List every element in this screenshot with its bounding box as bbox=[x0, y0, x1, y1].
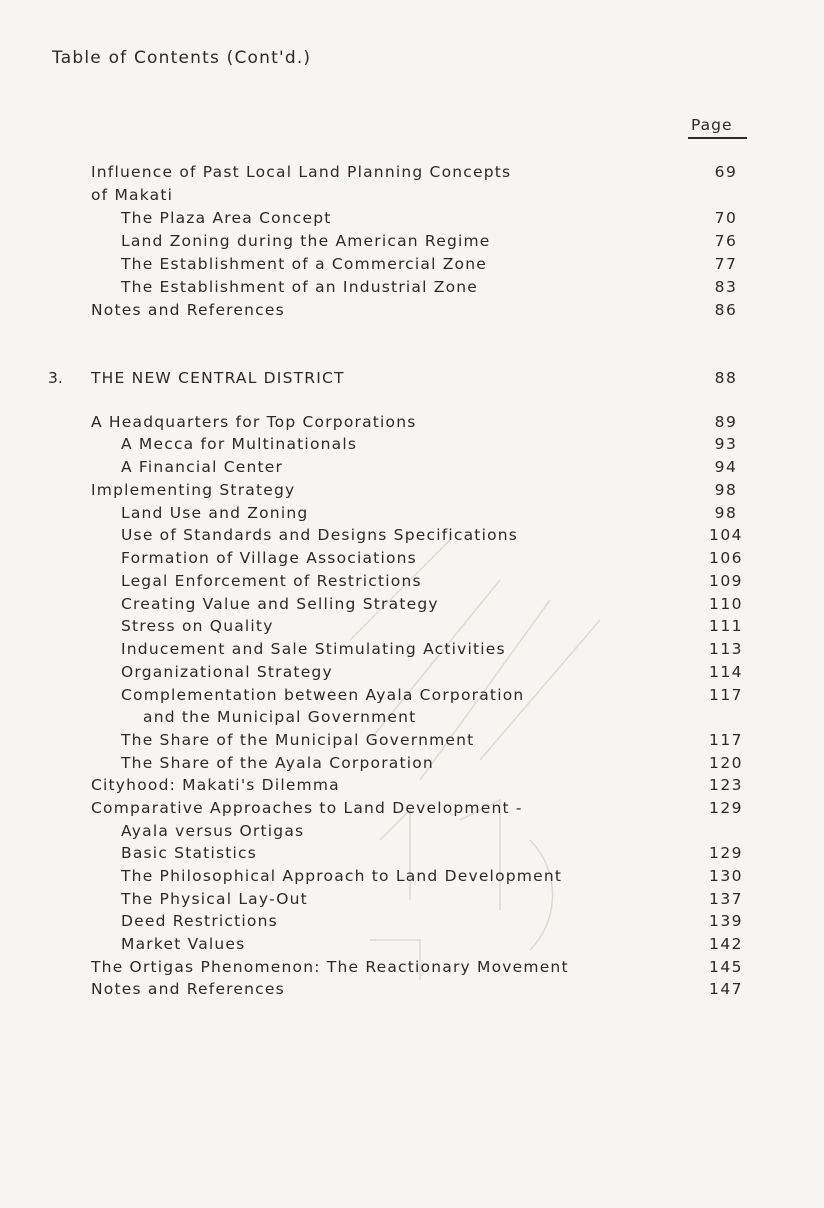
toc-entry: Land Use and Zoning bbox=[121, 504, 309, 522]
toc-page-number: 139 bbox=[708, 912, 744, 930]
toc-entry: Organizational Strategy bbox=[121, 663, 333, 681]
toc-entry: Ayala versus Ortigas bbox=[121, 822, 305, 840]
toc-page-number: 111 bbox=[708, 617, 744, 635]
toc-entry: A Financial Center bbox=[121, 458, 284, 476]
toc-entry: and the Municipal Government bbox=[143, 708, 417, 726]
toc-page-number: 137 bbox=[708, 890, 744, 908]
toc-entry: Implementing Strategy bbox=[91, 481, 296, 499]
toc-page-number: 123 bbox=[708, 776, 744, 794]
toc-page-number: 69 bbox=[714, 163, 738, 181]
toc-page-number: 130 bbox=[708, 867, 744, 885]
toc-entry: The Share of the Municipal Government bbox=[121, 731, 475, 749]
toc-entry: Land Zoning during the American Regime bbox=[121, 232, 491, 250]
toc-entry: Comparative Approaches to Land Development - bbox=[91, 799, 523, 817]
toc-entry: Market Values bbox=[121, 935, 246, 953]
toc-page-number: 142 bbox=[708, 935, 744, 953]
toc-entry: The Share of the Ayala Corporation bbox=[121, 754, 434, 772]
toc-entry: Creating Value and Selling Strategy bbox=[121, 595, 439, 613]
toc-entry: Basic Statistics bbox=[121, 844, 258, 862]
toc-page-number: 77 bbox=[714, 255, 738, 273]
chapter-title: THE NEW CENTRAL DISTRICT bbox=[91, 369, 345, 387]
toc-entry: Notes and References bbox=[91, 980, 285, 998]
toc-page-number: 94 bbox=[714, 458, 738, 476]
toc-page-number: 98 bbox=[714, 504, 738, 522]
toc-page-number: 98 bbox=[714, 481, 738, 499]
toc-entry: Notes and References bbox=[91, 301, 285, 319]
toc-page-number: 106 bbox=[708, 549, 744, 567]
toc-page-number: 129 bbox=[708, 844, 744, 862]
toc-page-number: 88 bbox=[714, 369, 738, 387]
toc-page-number: 104 bbox=[708, 526, 744, 544]
page-label-underline bbox=[688, 137, 747, 139]
toc-page-number: 120 bbox=[708, 754, 744, 772]
toc-entry: Inducement and Sale Stimulating Activities bbox=[121, 640, 506, 658]
toc-page-number: 89 bbox=[714, 413, 738, 431]
toc-entry: Complementation between Ayala Corporation bbox=[121, 686, 525, 704]
toc-page-number: 83 bbox=[714, 278, 738, 296]
toc-page-number: 113 bbox=[708, 640, 744, 658]
toc-entry: The Philosophical Approach to Land Development bbox=[121, 867, 563, 885]
toc-entry: The Establishment of a Commercial Zone bbox=[121, 255, 487, 273]
toc-entry: Formation of Village Associations bbox=[121, 549, 417, 567]
page-column-label: Page bbox=[691, 116, 733, 134]
header-title: Table of Contents (Cont'd.) bbox=[52, 48, 312, 68]
chapter-number: 3. bbox=[48, 369, 63, 387]
toc-entry: Influence of Past Local Land Planning Concepts bbox=[91, 163, 512, 181]
toc-page-number: 147 bbox=[708, 980, 744, 998]
toc-entry: The Establishment of an Industrial Zone bbox=[121, 278, 479, 296]
toc-page-number: 117 bbox=[708, 686, 744, 704]
toc-entry: The Physical Lay-Out bbox=[121, 890, 308, 908]
toc-entry: A Mecca for Multinationals bbox=[121, 435, 358, 453]
toc-entry: Legal Enforcement of Restrictions bbox=[121, 572, 422, 590]
toc-entry: of Makati bbox=[91, 186, 174, 204]
toc-page-number: 129 bbox=[708, 799, 744, 817]
toc-page-number: 86 bbox=[714, 301, 738, 319]
toc-entry: Use of Standards and Designs Specifications bbox=[121, 526, 519, 544]
toc-page-number: 109 bbox=[708, 572, 744, 590]
toc-page-number: 110 bbox=[708, 595, 744, 613]
toc-page-number: 114 bbox=[708, 663, 744, 681]
toc-entry: The Ortigas Phenomenon: The Reactionary Movement bbox=[91, 958, 569, 976]
toc-entry: Stress on Quality bbox=[121, 617, 274, 635]
toc-page-number: 76 bbox=[714, 232, 738, 250]
toc-entry: A Headquarters for Top Corporations bbox=[91, 413, 417, 431]
toc-entry: Cityhood: Makati's Dilemma bbox=[91, 776, 340, 794]
toc-page-number: 145 bbox=[708, 958, 744, 976]
toc-page-number: 70 bbox=[714, 209, 738, 227]
toc-entry: Deed Restrictions bbox=[121, 912, 278, 930]
toc-page-number: 93 bbox=[714, 435, 738, 453]
toc-entry: The Plaza Area Concept bbox=[121, 209, 332, 227]
toc-page-number: 117 bbox=[708, 731, 744, 749]
